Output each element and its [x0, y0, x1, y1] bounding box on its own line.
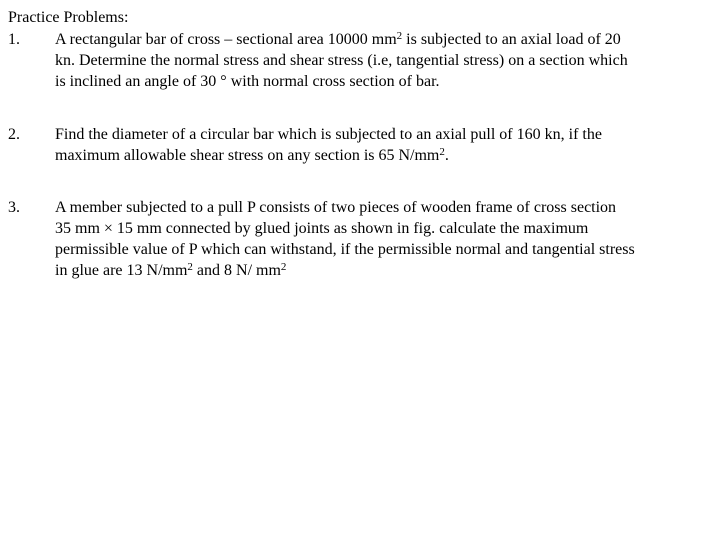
- superscript: 2: [280, 261, 287, 273]
- problem-line: maximum allowable shear stress on any section is 65 $N/mm^2$.: [55, 146, 449, 164]
- problem-line: 35 mm × 15 mm connected by glued joints as shown in fig. calculate the maximum: [55, 220, 589, 237]
- problem-text: [55, 29, 628, 92]
- page-heading: Practice Problems:: [8, 9, 129, 26]
- superscript: 2: [439, 146, 445, 158]
- problem-line: A member subjected to a pull P consists of two pieces of wooden frame of cross section: [55, 199, 617, 216]
- problem-line: Find the diameter of a circular bar which is subjected to an axial pull of 160 kn, if the: [55, 126, 602, 143]
- problem-line: kn. Determine the normal stress and shear stress (i.e, tangential stress) on a section which: [55, 52, 628, 69]
- problem-text: [55, 197, 635, 281]
- problem-line: A rectangular bar of cross – sectional area 10000 $mm^2$ is subjected to an axial load of 20: [55, 30, 621, 48]
- problem-line: is inclined an angle of 30 ° with normal cross section of bar.: [55, 73, 440, 90]
- superscript: 2: [396, 30, 403, 42]
- problem-text: [55, 124, 602, 166]
- problem-line: in glue are 13 $N/mm^2$ and 8 N/ $mm^2$: [55, 261, 287, 279]
- problem-number: 3.: [8, 199, 20, 216]
- problem-line: permissible value of P which can withstand, if the permissible normal and tangential stress: [55, 241, 635, 258]
- problem-number: 2.: [8, 126, 20, 143]
- problem-number: 1.: [8, 31, 20, 48]
- superscript: 2: [187, 261, 193, 273]
